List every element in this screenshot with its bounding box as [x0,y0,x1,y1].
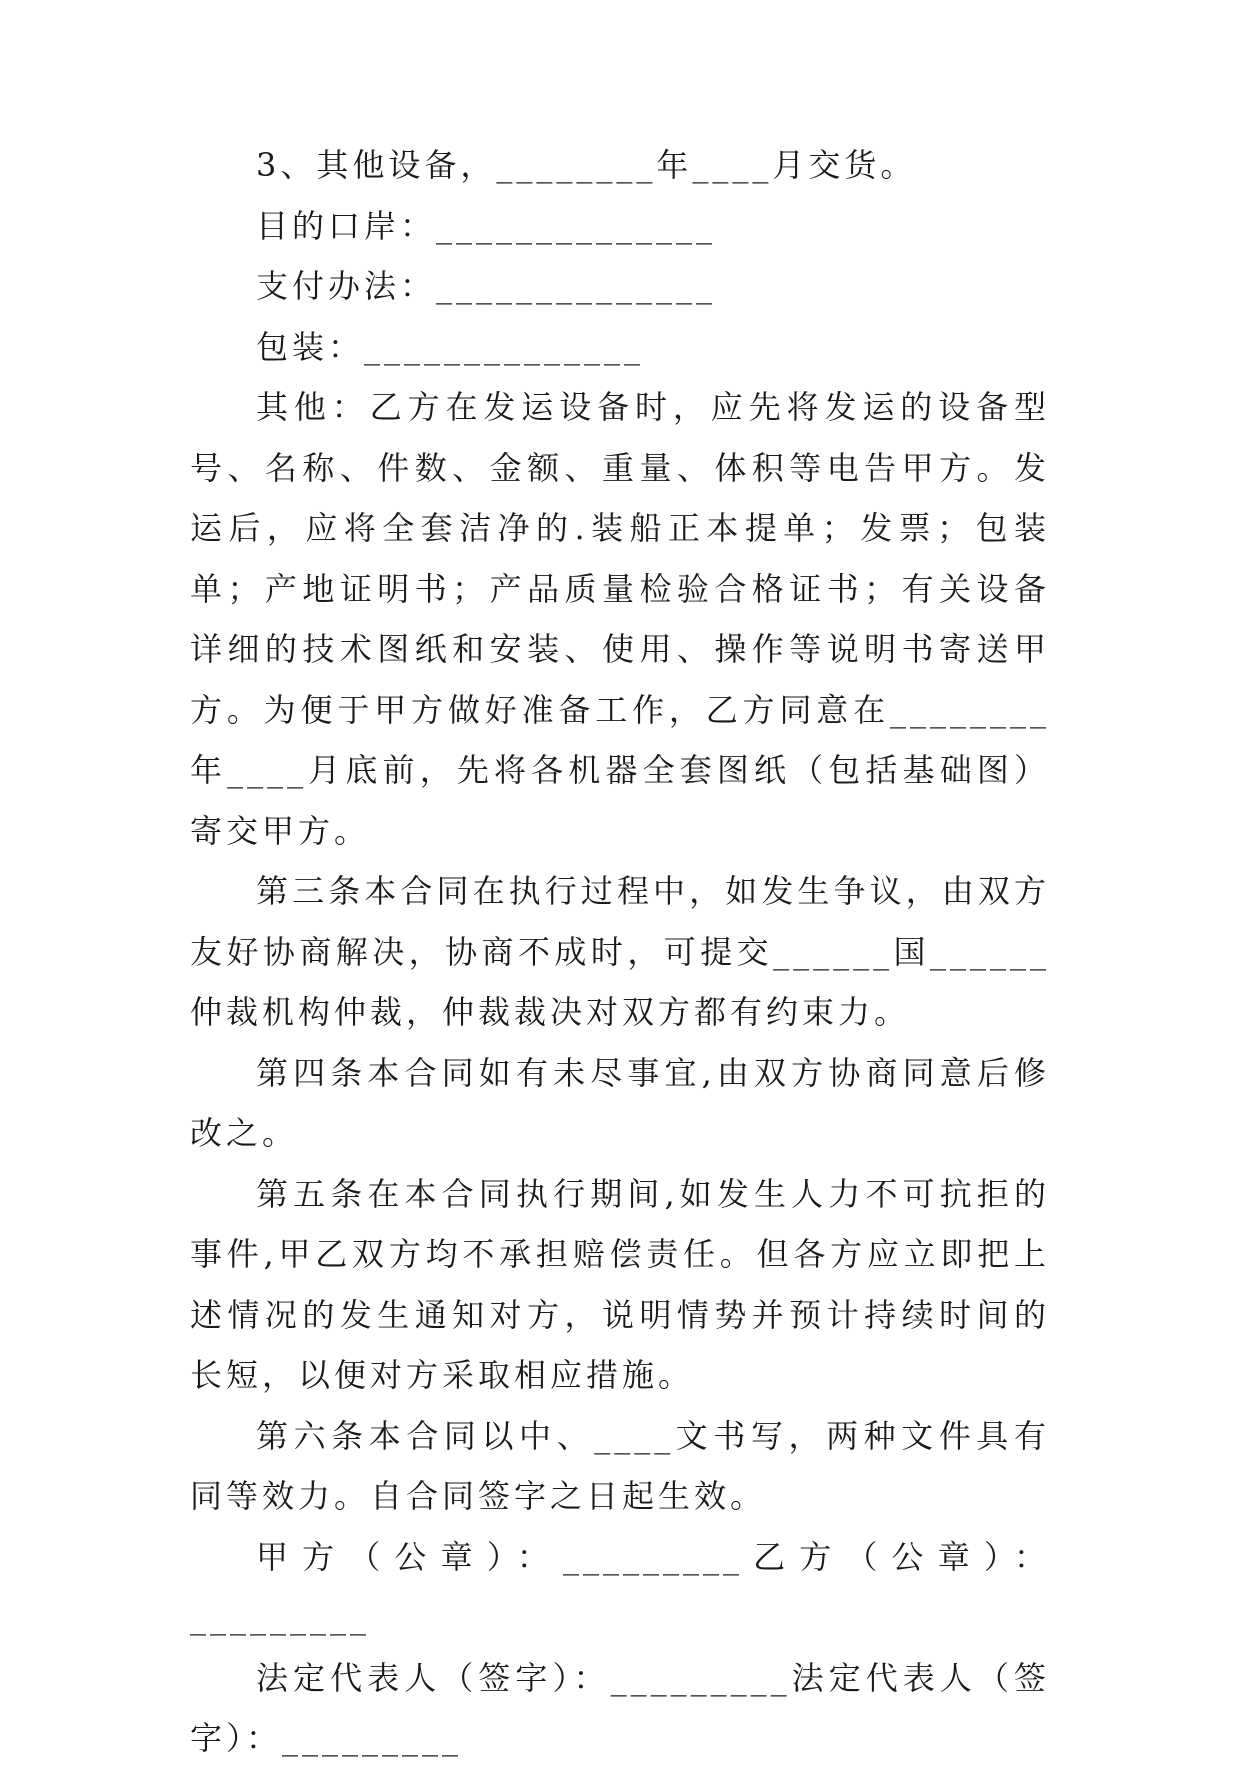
clause-delivery-other-equipment: 3、其他设备，________年____月交货。 [256,146,917,184]
clause-other-shipping: 其他：乙方在发运设备时，应先将发运的设备型号、名称、件数、金额、重量、体积等电告甲方。发运后，应将全套洁净的.装船正本提单；发票；包装单；产地证明书；产品质量检验合格证书；有关设备详细的技术图纸和安装、使用、操作等说明书寄送甲方。为便于甲方做好准备工作，乙方同意在________年____月底前，先将各机器全套图纸（包括基础图）寄交甲方。 [190,388,1050,850]
article-5-force-majeure: 第五条在本合同执行期间,如发生人力不可抗拒的事件,甲乙双方均不承担赔偿责任。但各方应立即把上述情况的发生通知对方，说明情势并预计持续时间的长短，以便对方采取相应措施。 [190,1174,1050,1394]
signature-representatives: 法定代表人（签字）：_________法定代表人（签字）：_________ [190,1658,1050,1757]
article-6-languages: 第六条本合同以中、____文书写，两种文件具有同等效力。自合同签字之日起生效。 [190,1416,1050,1515]
clause-payment-method: 支付办法：______________ [256,267,717,305]
article-3-disputes: 第三条本合同在执行过程中，如发生争议，由双方友好协商解决，协商不成时，可提交______国______仲裁机构仲裁，仲裁裁决对双方都有约束力。 [190,872,1050,1031]
article-4-amendments: 第四条本合同如有未尽事宜,由双方协商同意后修改之。 [190,1053,1050,1152]
clause-destination-port: 目的口岸：______________ [256,206,717,245]
signature-seals: 甲方（公章）：_________乙方（公章）：_________ [190,1537,1050,1636]
contract-page [190,135,1050,1769]
clause-packaging: 包装：______________ [256,327,645,366]
